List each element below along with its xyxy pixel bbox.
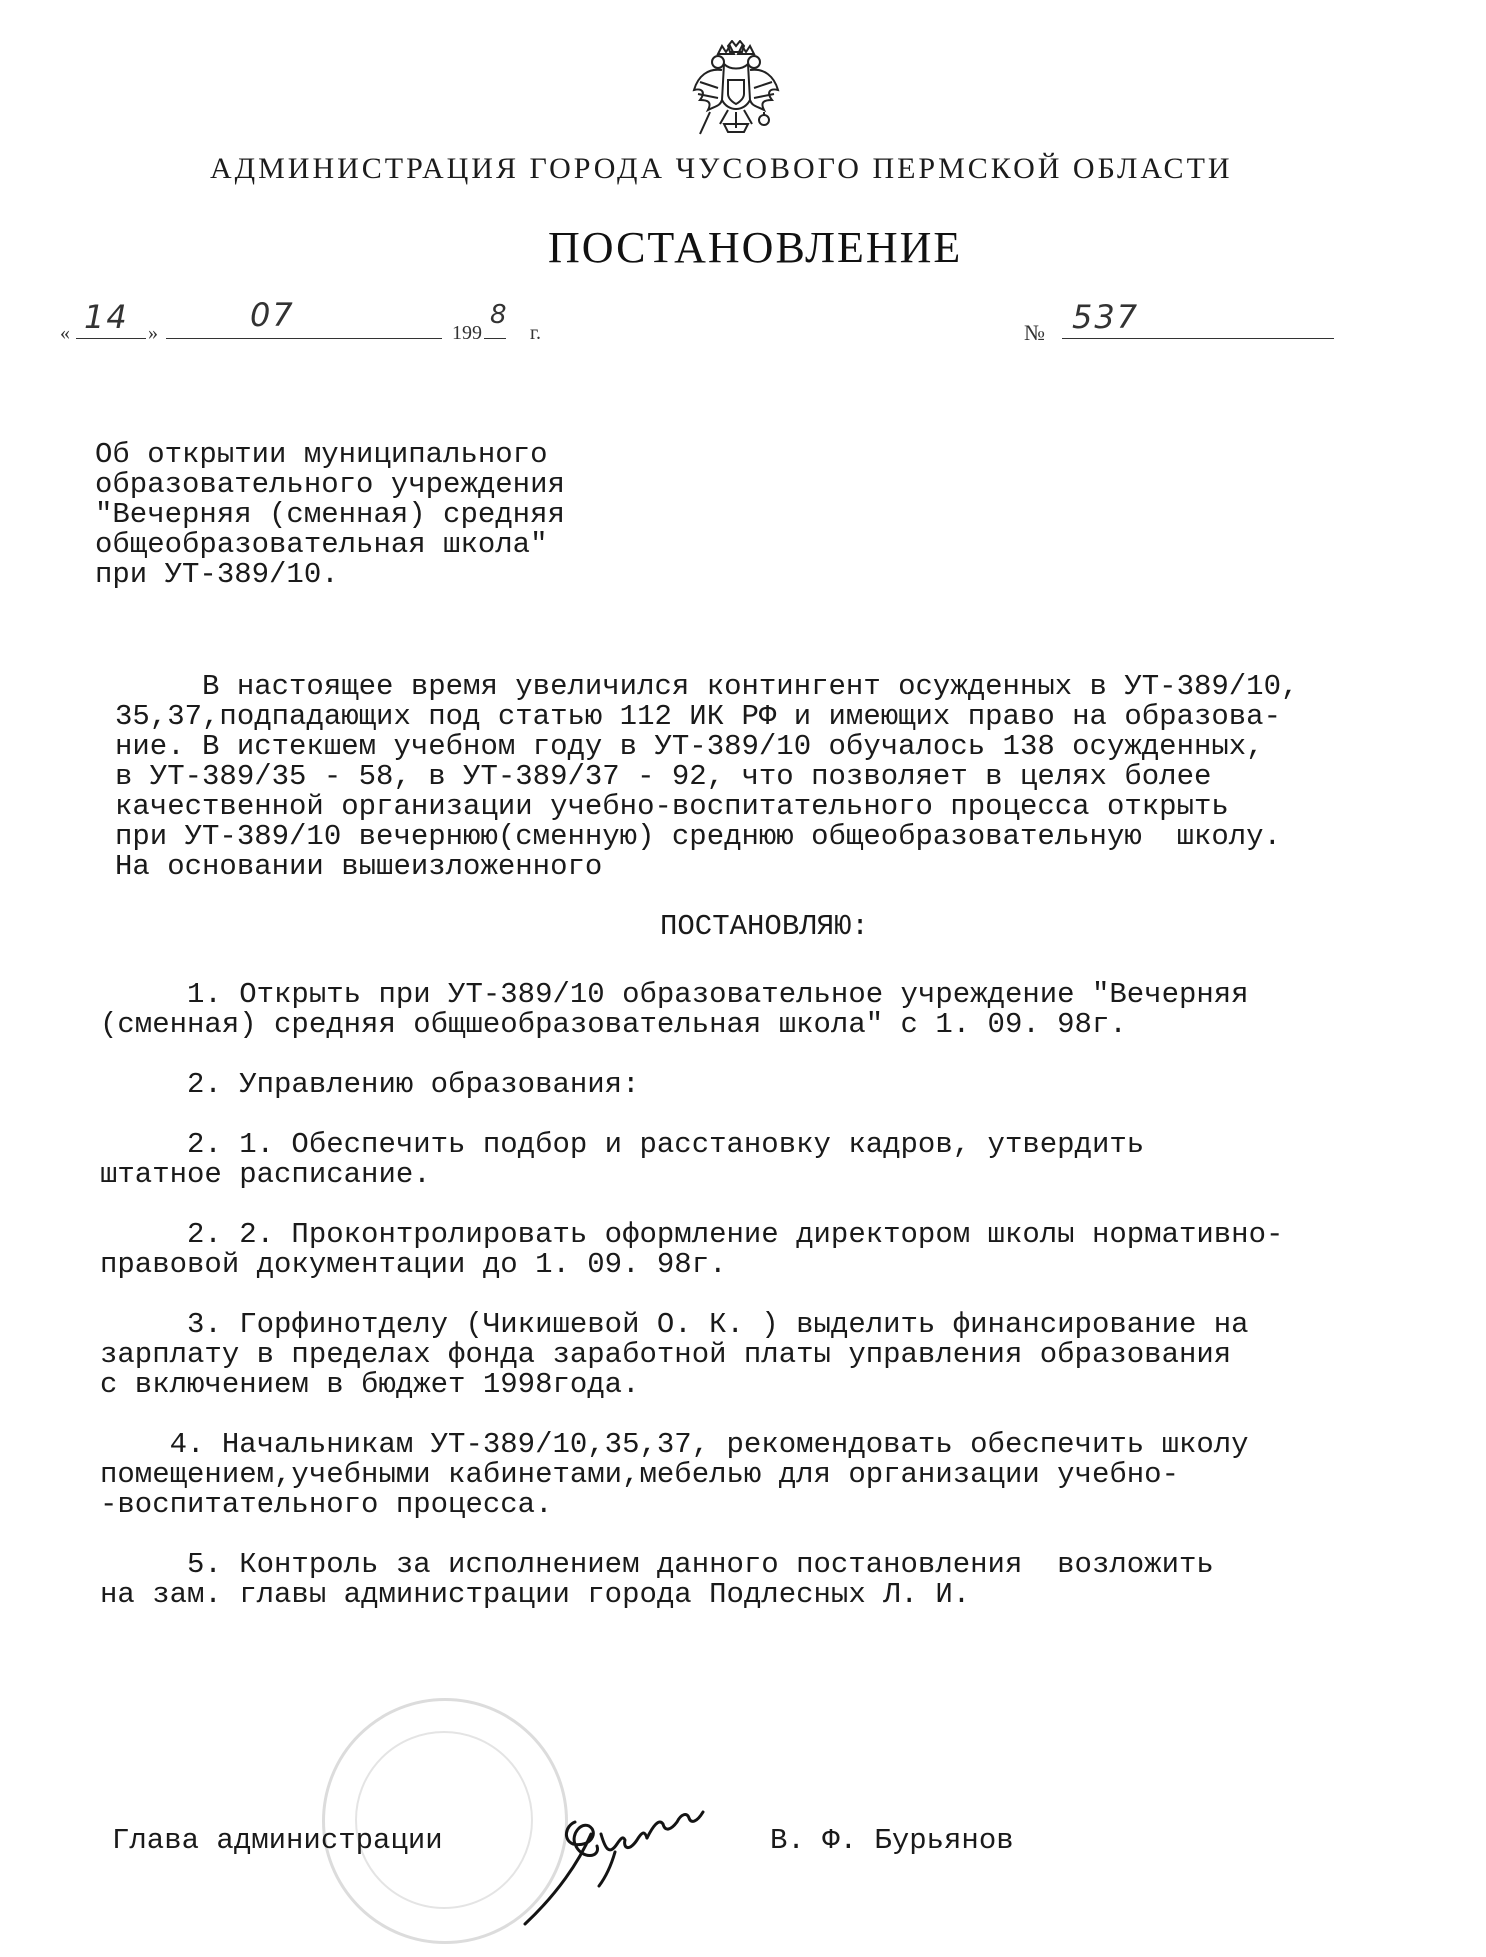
decree-word: ПОСТАНОВЛЯЮ: <box>660 910 869 943</box>
date-day: 14 <box>84 298 129 336</box>
document-subject: Об открытии муниципального образовательного учреждения "Вечерняя (сменная) средняя общеобразовательная школа" при УТ-389/10. <box>95 438 565 591</box>
document-type-title: ПОСТАНОВЛЕНИЕ <box>548 223 963 272</box>
day-underline <box>76 338 146 339</box>
year-unit: г. <box>530 322 541 344</box>
number-label: № <box>1024 320 1045 345</box>
year-prefix: 199 <box>452 322 482 344</box>
quote-open: « <box>60 322 70 344</box>
preamble-text: В настоящее время увеличился контингент осужденных в УТ-389/10, 35,37,подпадающих под статью 112 ИК РФ и имеющих право на образова- ние. В истекшем учебном году в УТ-389/10 обучалось 138 осужденных, в УТ-389/35 - 58, в УТ-389/37 - 92, что позволяет в целях более качественной организации учебно-воспитательного процесса открыть при УТ-389/10 вечернюю(сменную) среднюю общеобразовательную школу. На основании вышеизложенного <box>115 670 1299 883</box>
signatory-position: Глава администрации <box>112 1824 443 1857</box>
organization-header: АДМИНИСТРАЦИЯ ГОРОДА ЧУСОВОГО ПЕРМСКОЙ ОБЛАСТИ <box>210 152 1233 185</box>
handwritten-signature <box>505 1782 755 1932</box>
number-underline <box>1062 338 1334 339</box>
month-underline <box>166 338 442 339</box>
signatory-name: В. Ф. Бурьянов <box>770 1824 1014 1857</box>
year-underline <box>484 338 506 339</box>
document-number: 537 <box>1072 298 1140 336</box>
date-month: 07 <box>250 296 295 334</box>
decree-items: 1. Открыть при УТ-389/10 образовательное учреждение "Вечерняя (сменная) средняя общшеобразовательная школа" с 1. 09. 98г. 2. Управлению образования: 2. 1. Обеспечить подбор и расстановку кадров, утвердить штатное расписание. 2. 2. Проконтролировать оформление директором школы нормативно- правовой документации до 1. 09. 98г. 3. Горфинотделу (Чикишевой О. К. ) выделить финансирование на зарплату в пределах фонда заработной платы управления образования с включением в бюджет 1998года. 4. Начальникам УТ-389/10,35,37, рекомендовать обеспечить школу помещением,учебными кабинетами,мебелью для организации учебно- -воспитательного процесса. 5. Контроль за исполнением данного постановления возложить на зам. главы администрации города Подлесных Л. И. <box>100 978 1284 1611</box>
quote-close: » <box>148 322 158 344</box>
year-suffix: 8 <box>490 300 509 330</box>
coat-of-arms-icon <box>688 40 784 140</box>
